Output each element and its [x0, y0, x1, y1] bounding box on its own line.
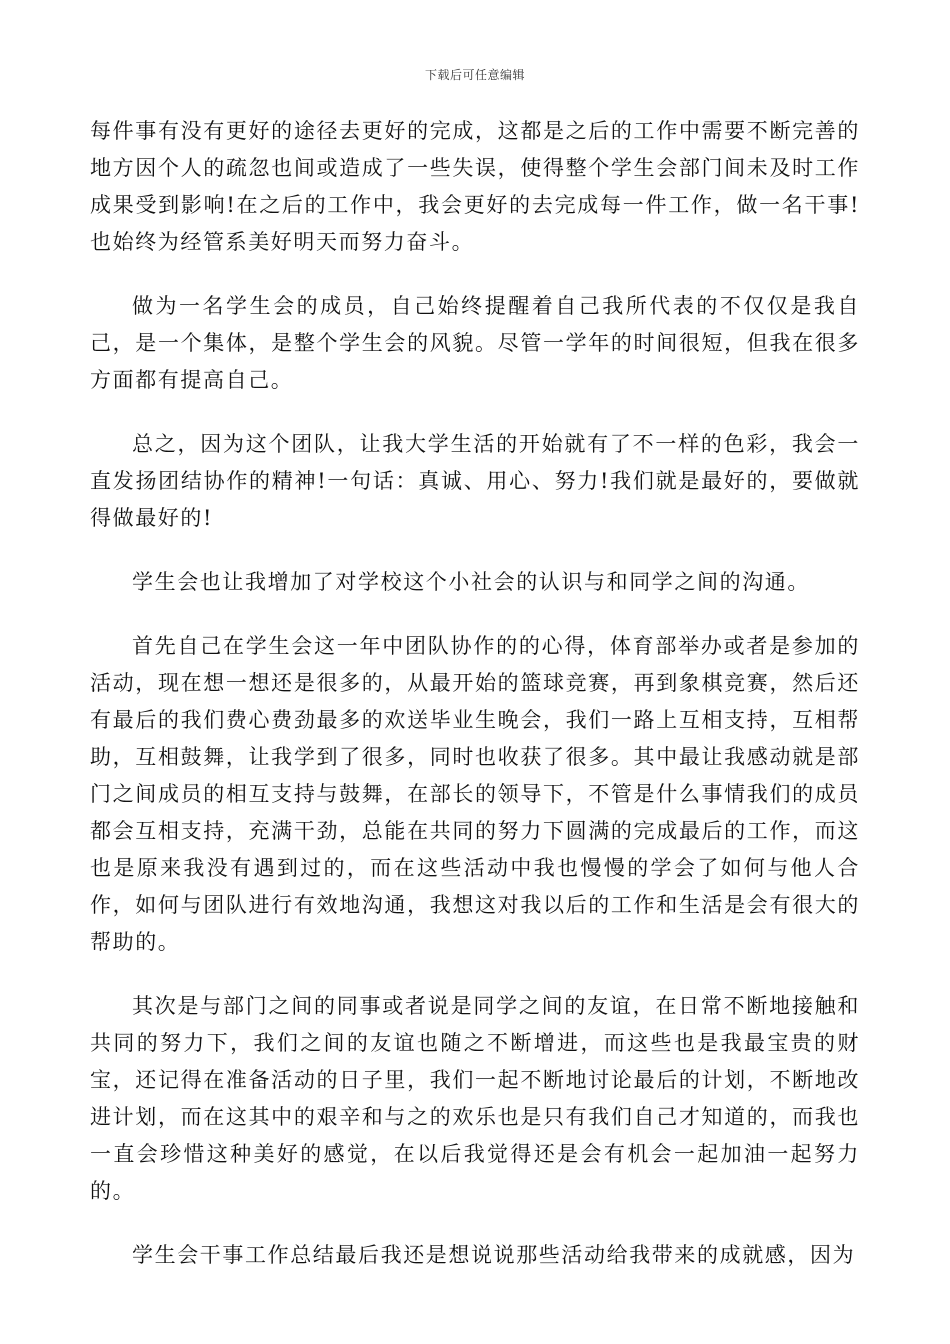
paragraph-communication: 学生会也让我增加了对学校这个小社会的认识与和同学之间的沟通。 — [132, 570, 810, 594]
paragraph-team-spirit: 总之，因为这个团队，让我大学生活的开始就有了不一样的色彩，我会一直发扬团结协作的精神!一句话：真诚、用心、努力!我们就是最好的，要做就得做最好的! — [90, 432, 860, 530]
paragraph-continued: 每件事有没有更好的途径去更好的完成，这都是之后的工作中需要不断完善的地方因个人的疏忽也间或造成了一些失误，使得整个学生会部门间未及时工作成果受到影响!在之后的工作中，我会更好的去完成每一件工作，做一名干事!也始终为经管系美好明天而努力奋斗。 — [90, 119, 860, 254]
paragraph-friendship: 其次是与部门之间的同事或者说是同学之间的友谊，在日常不断地接触和共同的努力下，我们之间的友谊也随之不断增进，而这些也是我最宝贵的财宝，还记得在准备活动的日子里，我们一起不断地讨论最后的计划，不断地改进计划，而在这其中的艰辛和与之的欢乐也是只有我们自己才知道的，而我也一直会珍惜这种美好的感觉，在以后我觉得还是会有机会一起加油一起努力的。 — [90, 994, 860, 1203]
paragraph-teamwork: 首先自己在学生会这一年中团队协作的的心得，体育部举办或者是参加的活动，现在想一想还是很多的，从最开始的篮球竞赛，再到象棋竞赛，然后还有最后的我们费心费劲最多的欢送毕业生晚会，我们一路上互相支持，互相帮助，互相鼓舞，让我学到了很多，同时也收获了很多。其中最让我感动就是部门之间成员的相互支持与鼓舞，在部长的领导下，不管是什么事情我们的成员都会互相支持，充满干劲，总能在共同的努力下圆满的完成最后的工作，而这也是原来我没有遇到过的，而在这些活动中我也慢慢的学会了如何与他人合作，如何与团队进行有效地沟通，我想这对我以后的工作和生活是会有很大的帮助的。 — [90, 634, 860, 954]
paragraph-achievement: 学生会干事工作总结最后我还是想说说那些活动给我带来的成就感，因为 — [132, 1243, 856, 1267]
paragraph-member-role: 做为一名学生会的成员，自己始终提醒着自己我所代表的不仅仅是我自己，是一个集体，是整个学生会的风貌。尽管一学年的时间很短，但我在很多方面都有提高自己。 — [90, 294, 860, 392]
page-header-note: 下载后可任意编辑 — [424, 68, 525, 82]
document-body — [90, 113, 860, 1301]
